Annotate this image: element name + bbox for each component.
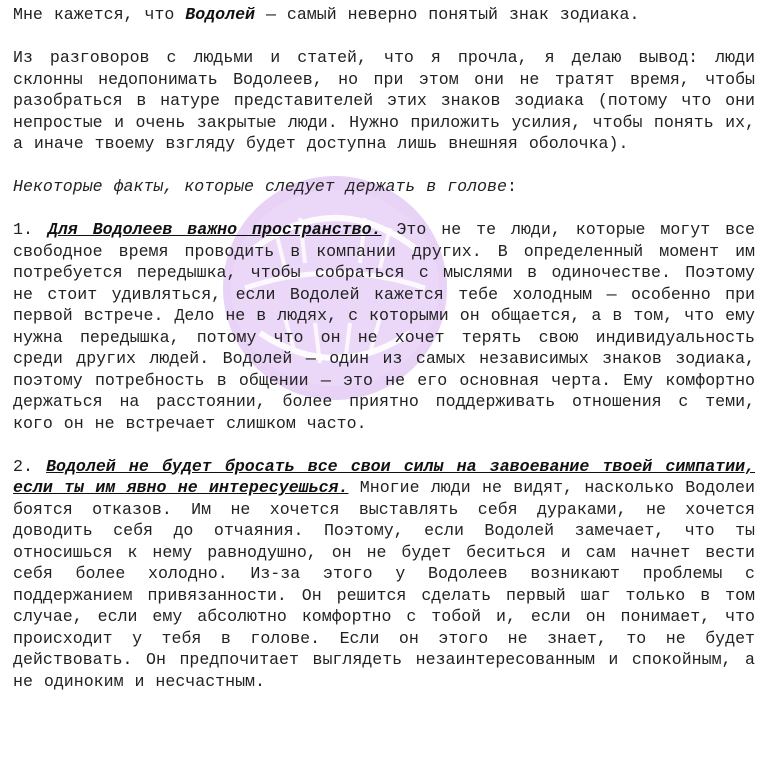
article-text — [13, 4, 755, 714]
conclusion-paragraph: Из разговоров с людьми и статей, что я прочла, я делаю вывод: люди склонны недопонимать Водолеев, но при этом они не тратят время, чтобы разобраться в натуре представителей этих знаков зодиака (потому что они непростые и очень закрытые люди. Нужно приложить усилия, чтобы понять их, а иначе твоему взгляду будет доступна лишь внешняя оболочка). — [13, 48, 755, 153]
fact-2-heading: Водолей не будет бросать все свои силы на завоевание твоей симпатии, если ты им явно не интересуешься. — [13, 456, 756, 497]
fact-2-number: 2. — [13, 456, 47, 476]
facts-intro-paragraph — [13, 176, 755, 198]
fact-2-body: Многие люди не видят, насколько Водолеи боятся отказов. Им не хочется выставлять себя дураками, не хочется доводить себя до отчаяния. Поэтому, если Водолей замечает, что ты относишься к нему равнодушно, он не будет беситься и сам начнет вести себя более холодно. Из-за этого у Водолеев возникают проблемы с поддержанием привязанности. Он решится сделать первый шаг только в том случае, если ему абсолютно комфортно с тобой и, если он понимает, что происходит у тебя в голове. Если он этого не знает, то не будет действовать. Он предпочитает выглядеть незаинтересованным и спокойным, а не одиноким и несчастным. — [13, 478, 755, 691]
fact-1-number: 1. — [13, 220, 48, 239]
facts-intro-italic: Некоторые факты, которые следует держать в голове — [13, 177, 507, 196]
fact-item-2 — [13, 456, 755, 693]
intro-pre: Мне кажется, что — [13, 5, 186, 24]
intro-paragraph — [13, 4, 755, 26]
intro-bold-sign: Водолей — [185, 5, 256, 24]
intro-post: — самый неверно понятый знак зодиака. — [255, 5, 640, 24]
fact-1-body: Это не те люди, которые могут все свободное время проводить в компании других. В определенный момент им потребуется передышка, чтобы собраться с мыслями в одиночестве. Поэтому не стоит удивляться, если Водолей кажется тебе холодным — особенно при первой встрече. Дело не в людях, с которыми он общается, а в том, что ему нужна передышка, потому что он не хочет терять свою индивидуальность среди других людей. Водолей — один из самых независимых знаков зодиака, поэтому потребность в общении — это не его основная черта. Ему комфортно держаться на расстоянии, более приятно поддерживать отношения с теми, кого он не встречает слишком часто. — [13, 220, 755, 433]
facts-intro-colon: : — [506, 177, 517, 196]
fact-1-heading: Для Водолеев важно пространство. — [47, 220, 382, 239]
fact-item-1 — [13, 219, 755, 434]
